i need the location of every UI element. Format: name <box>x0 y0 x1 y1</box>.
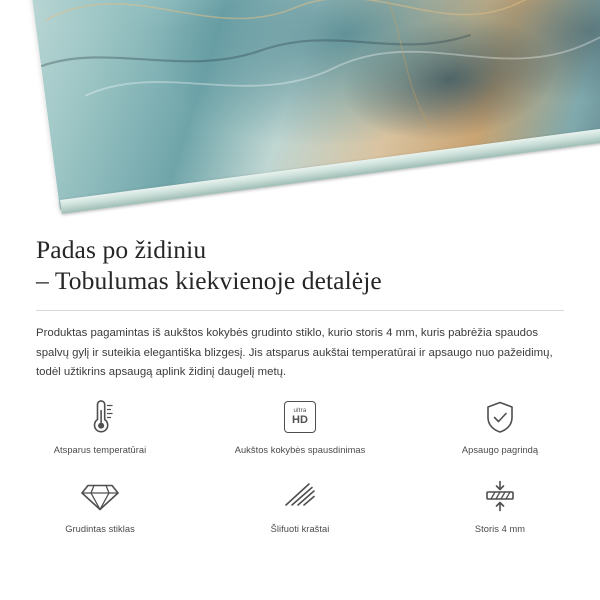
diamond-icon <box>80 472 120 520</box>
page-title <box>0 218 600 296</box>
sparkle-icon <box>572 150 590 168</box>
sparkle-icon <box>497 160 543 206</box>
feature-label: Apsaugo pagrindą <box>461 445 539 455</box>
feature-label: Šlifuoti kraštai <box>270 524 330 534</box>
feature-label: Atsparus temperatūrai <box>53 445 147 455</box>
feature-label: Storis 4 mm <box>474 524 526 534</box>
ultra-hd-icon <box>284 393 316 441</box>
feature-item-tempered-glass <box>0 472 200 551</box>
shield-check-icon <box>482 393 518 441</box>
polished-edges-icon <box>281 472 319 520</box>
thickness-icon <box>480 472 520 520</box>
page-title-line-1: Padas po židiniu <box>36 235 207 264</box>
page-title-line-2: – Tobulumas kiekvienoje detalėje <box>36 266 382 295</box>
hero-image-inner <box>0 0 600 218</box>
feature-item-print-quality <box>200 393 400 472</box>
feature-item-thickness <box>400 472 600 551</box>
sparkle-icon <box>534 186 560 212</box>
content-block <box>0 218 600 383</box>
feature-item-temperature-resistant <box>0 393 200 472</box>
feature-item-surface-protection <box>400 393 600 472</box>
feature-label: Aukštos kokybės spausdinimas <box>234 445 366 455</box>
hero-image <box>0 0 600 218</box>
feature-grid <box>0 393 600 551</box>
feature-label: Grudintas stiklas <box>65 524 135 534</box>
body-paragraph: Produktas pagamintas iš aukštos kokybės grudinto stiklo, kurio storis 4 mm, kuris pabrėžia spaudos spalvų gylį ir suteikia elegantiška blizgesį. Jis atsparus aukštai temperatūrai ir apsaugo nuo pažeidimų, todėl užtikrins apsaugą aplink židinį daugelį metų. <box>36 327 553 378</box>
feature-item-polished-edges <box>200 472 400 551</box>
ultra-hd-badge-top: ultra <box>293 406 307 414</box>
ultra-hd-badge-bottom: HD <box>292 414 308 427</box>
thermometer-icon <box>82 393 118 441</box>
